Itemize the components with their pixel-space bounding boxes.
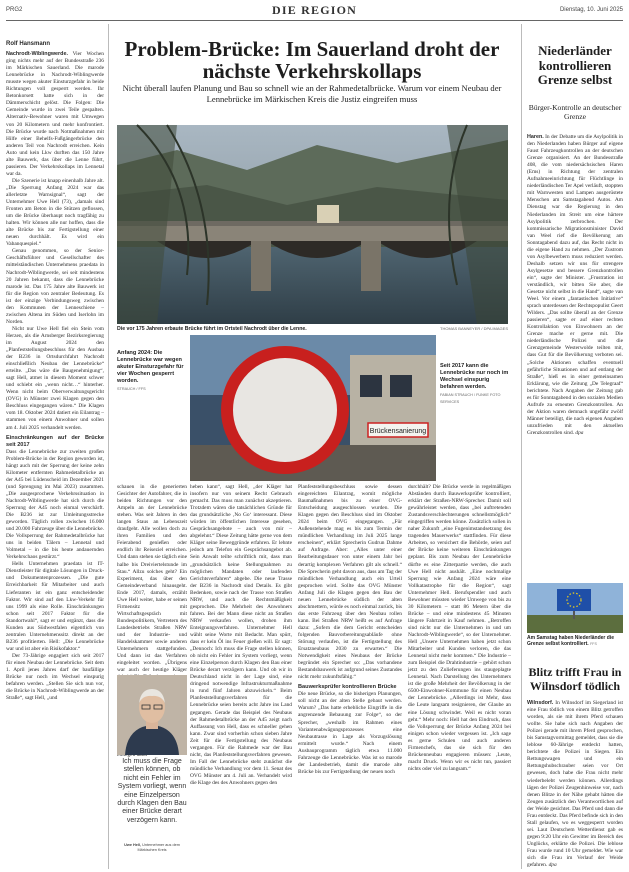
photo-credit: FFS <box>590 642 597 646</box>
caption-text: Die vor 175 Jahren erbaute Brücke führt im Ortsteil Nachrodt über die Lenne. <box>117 326 307 332</box>
portrait-photo <box>117 675 187 755</box>
column-divider <box>108 24 109 869</box>
subheading: Bauwerksprüfer kontrollieren Brücke <box>298 684 397 691</box>
paragraph: Genau genommen, so der Senior-Geschäftsführer und Gesellschafter des mittelständischen Unternehmens praedata in Nachrodt-Wiblingwerde, sei seit mindestens 20 Jahren bekannt, dass die Lennebrücke marode ist. Das 175 Jahre alte Bauwerk ist für die Region von zentraler Bedeutung. Es ist der einzige Verbindungsweg zwischen den Kommunen der Lenneschiene – zwischen Altena im Süden und Iserlohn im Norden. <box>6 248 104 325</box>
article-column-4 <box>298 484 402 871</box>
border-control-photo <box>527 583 623 633</box>
column-divider <box>521 24 522 869</box>
caption-text: Seit 2017 kann die Lennebrücke nur noch im Wechsel einspurig befahren werden. <box>440 363 509 390</box>
headline: Problem-Brücke: Im Sauerland droht der nächste Verkehrskollaps <box>124 37 500 83</box>
sidebar-headline: Niederländer kontrollieren Grenze selbst <box>537 43 613 87</box>
portrait-graphic <box>117 675 187 755</box>
dateline: Wilnsdorf. <box>527 700 554 706</box>
subheadline: Nicht überall laufen Planung und Bau so schnell wie an der Rahmedetalbrücke. Warum vor einem Neubau der Lennebrücke im Märkischen Kreis die Justiz eingreifen muss <box>122 83 502 104</box>
caption-text: Am Samstag haben Niederländer die Grenze selbst kontrolliert. <box>527 635 614 647</box>
paragraph <box>527 700 623 869</box>
paragraph: Dass die Lennebrücke zur zweiten großen Problem-Brücke in der Region geworden ist, hängt auch mit der Sperrung der keine zehn Kilometer entfernten Rahmedetalbrücke an der A45 bei Lüdenscheid im Dezember 2021 (und Sprengung im Mai 2023) zusammen. „Die ausgesprochene Verkehrssituation in Nachrodt-Wiblingwerde hat sich durch die Sperrung der A45 noch einmal verschärft. Die B236 ist zur Umleitungsstrecke geworden. Täglich rollen zwischen 16.000 und 20.000 Fahrzeuge über die Lennebrücke. Die Vollsperrung der Rahmedetalbrücke hat uns in beiden Tälern – Lennetal und Volmetal – in die bis heute andauernden Verkehrschaos gestürzt.“ <box>6 448 104 561</box>
paragraph <box>6 51 104 178</box>
paragraph <box>527 134 623 437</box>
section-title: DIE REGION <box>271 3 357 17</box>
quote-source <box>117 843 187 853</box>
sidebar-headline-2: Blitz trifft Frau in Wilnsdorf tödlich <box>528 665 622 693</box>
side-caption-right <box>440 363 510 406</box>
side-caption-left <box>117 350 187 393</box>
article-column-2 <box>117 484 187 674</box>
article-column-3 <box>190 484 292 871</box>
subheading: Einschränkungen auf der Brücke seit 2017 <box>6 434 104 448</box>
bridge-photo <box>117 125 508 324</box>
agency-credit: dpa <box>575 429 584 436</box>
paragraph: schauen in die generierten Gesichter der Autofahrer, die in beiden Richtungen vor den Ampeln an der Lennebrücke stehen. Was seit Jahren in den langen Staus an Lebenszeit draufgeht. Alle wollen doch zu ihren Familien und den Feierabend genießen oder endlich ihr Reiseziel erreichen. Und dann stehen sie täglich eine halbe bis Dreiviertelstunde im Stau.“ Allzu solches geht? Ein Experiment, das über den Gemeindeverband hinausgeht. Ende 2017, damals, erzählt Uwe Hell weiter, habe er seinen Firmensitz mit Wirtschaftsgespräch mit Bundespolitikern, Vertretern des Landesbetriebs Straßen NRW und der Industrie- und Handelskammer sowie anderen Unternehmern stattgefunden. Und dann ist das Verfahren eingeleitet worden. „Übrigens war auch der heutige Kläger <box>117 484 187 674</box>
paragraph: Der 73-Jährige engagiert sich seit 2017 für einen Neubau der Lennebrücke. Seit dem 1. April jenes Jahres darf der baufällige Brücke nur noch im Wechsel einspurig befahren werden. „Stellen Sie sich nun vor, die Brücke in Nachrodt-Wiblingwerde an der Straße“, sagt Hell, „und <box>6 652 104 702</box>
article-column-5 <box>408 484 511 871</box>
border-photo-graphic <box>527 583 623 633</box>
article-column-1 <box>6 41 104 871</box>
sidebar-article-1 <box>527 134 623 580</box>
pull-quote: Ich muss die Frage stellen können, ob nicht ein Fehler im System vorliegt, wenn eine Einzelperson durch Klagen den Bau einer Brücke derart verzögern kann. <box>117 758 187 824</box>
paragraph: Die Szenerie ist knapp einenhalb Jahre alt. „Die Sperrung Anfang 2024 war das allerletzte Warnsignal“, sagt der Unternehmer Uwe Hell (73), „damals sind Fronten am Beton in die Stützen geflossen, um die Brücke überhaupt noch tragfähig zu halten. Wir können alle nur hoffen, dass die alte Brücke bis zur Fertigstellung einer neuen durchhält. Es wird ein Vabanquespiel.“ <box>6 177 104 248</box>
bridge-photo-graphic <box>117 125 508 324</box>
sidebar-article-2 <box>527 700 623 871</box>
paragraph: Hells Unternehmen praedata ist IT-Dienstleister für digitale Lösungen in Druck- und Dokumentenprozessen. „Die gute Erreichbarkeit für Mitarbeiter und auch Lieferanten ist ein ganz entscheidender Faktor. Wir sind auf den Lkw-Verkehr für uns 1999 als eine Rolle. Einschränkungen schon seit 2017 Faktor für die Standortwahl“, sagt er und ergänzt, dass die Kunden aus Südwestfalen eigentlich von zentralen Unternehmenssitz direkt an der B236 profitierten. Hell: „Die Lennebrücke war und ist aber ein Risikofaktor.“ <box>6 561 104 652</box>
paragraph-text: In Wilnsdorf im Siegerland ist eine Frau tödlich von einem Blitz getroffen worden, als sie mit ihrem Pferd schauen wollte. Sie habe sich nach Angaben der Polizei gerade mit ihrem Pferd gesprochen, bis Samstagvormittag gemeldet, dass sie die leblose 60-Jährige entdeckt hatten, berichtete die Polizei in Siegen. Ein Rettungswagen und ein Rettungshubschrauber seien vor Ort gewesen, doch habe die Frau nicht mehr wiederbelebt werden können. Allerdings lägen der Polizei Zeugenhinweise vor, nach denen Blitze in der Nähe gehabt hätten die Zeugen zusätzlich den Verantwortlichen auf der Weide gesichtet. Das Pferd und dann die Frau entdeckt. Das Pferd befinde sich in den Stall gelaufen, wo es weggesperrt worden sei. Laut Deutschem Wetterdienst gab es gegen 9:20 Uhr ein Gewitter im Bereich des Unglücks, erklärte die Polizei. Die leblose Frau wurde rund 10 Uhr gemeldet. Wie war sich die Frau im Verlauf der Weide gefahren. <box>527 700 623 869</box>
quote-role: Unternehmer aus dem Märkischen Kreis <box>137 843 180 852</box>
quote-name: Uwe Hell, <box>124 843 142 847</box>
paragraph: Die neue Brücke, so die bisherigen Planungen, soll nicht an der alten Stelle gebaut werden. Warum? „Das hatte erhebliche Eingriffe in die angrenzende Bebauung zur Folge“, so der Sprecher, „weshalb im Rahmen eines Variantenabwägungsprozesses eine Neubautrasse in Lage als Vorzugslösung ermittelt wurde.“ Nach einem Ausbauprogramm täglich etwa 11.000 Fahrzeuge die Lennebrücke. Was ist so marode der Landesbetrieb, damit die marode alte Brücke bis zur Fertigstellung der neuen noch <box>298 691 402 775</box>
issue-date: Dienstag, 10. Juni 2025 <box>559 7 623 13</box>
paragraph: Planfeststellungsbeschluss sowie dessen eingereichten Eilantrag, womit mögliche Baumaßnahmen bis zu einer OVG-Entscheidung ausgeschlossen wurden. Die Klagen gegen den Beschluss sind im Oktober 2024 beim OVG eingegangen. „Für Außenstehende mag es bis zum Termin der mündlichen Verhandlung im Juli 2025 lange erscheinen“, erklärt Sprecherin Gudrun Dahme auf Anfrage. Aber: „Alles unter einer Bearbeitungsdauer von unter einem Jahr bei derartig komplexen Verfahren gilt als schnell.“ Die Sprecherin geht davon aus, dass am Tag der mündlichen Verhandlung auch ein Urteil gesprochen wird. Sollte das OVG Münster Anfang Juli die Klagen gegen den Bau der neuen Lennebrücke südlich der alten abschmettern, würde es noch einmal zurück, bis das erste Fahrzeug über den Neubau rollen kann. Bei Straßen NRW heißt es auf Anfrage dazu: „Sofern die dem Gericht entscheiden folgenden Bauvorbereitungsabläufe ohne Störung verlaufen, ist die Fertigstellung des Ersatzneubaus 2030 zu erwarten.“ Die Notwendigkeit eines Neubaus der Brücke begründet ein Sprecher so: „Das vorhandene Bestandsbauwerk ist aufgrund seines Zustandes nicht mehr zukunftsfähig.“ <box>298 484 402 681</box>
page-code: PRG2 <box>6 7 23 13</box>
sidebar-subheadline: Bürger-Kontrolle an deutscher Grenze <box>528 103 622 121</box>
photo-caption <box>117 326 508 332</box>
byline: Rolf Hansmann <box>6 41 51 47</box>
photo-credit: FABIAN STRAUCH / FUNKE FOTO SERVICES <box>440 393 501 404</box>
sign-photo-graphic <box>190 335 436 481</box>
caption-text: Anfang 2024: Die Lennebrücke war wegen akuter Einsturzgefahr für vier Wochen gesperrt worden. <box>117 350 184 384</box>
paragraph: Nicht nur Uwe Hell fiel ein Stein vom Herzen, als die Arnsberger Bezirksregierung im August 2024 den „Planfeststellungsbeschluss für den Ausbau der B236 in Ortsdurchfahrt Nachrodt einschließlich Neubau der Lennebrücke“ erteilte. „Das wäre die Baugenehmigung“, sagt Hell, atmet in diesem Moment schwer und schiebt ein „wenn nicht…“ hinterher. Wenn nicht beim Oberverwaltungsgericht (OVG) in Münster zwei Klagen gegen den Beschluss eingegangen wären.“ Die Klagen vom 18. Oktober 2024 datiert ein Eilantrag – stammen von einem Anwohner und sollen am 4. Juli 2025 verhandelt werden. <box>6 325 104 431</box>
dateline: Haren. <box>527 134 544 140</box>
page-header <box>6 4 623 18</box>
paragraph: heben kann“, sagt Hell, „der Kläger hat insofern nur von seinem Recht Gebrauch gemacht. Das muss man zunächst akzeptieren. Trotzdem wären die tatsächlichen Gründe für das grundsätzliche ‚No Go‘ interessant. Diese würden im öffentlichen Interesse gesehen, Gesprächsangebote – auch von mir – abgelehnt.“ Diese Zeitung hätte gerne von dem Kläger seine Beweggründe erfahren. Er lehnte jedoch am Telefon ein Gesprächsangebot ab. Sein Anwalt teilte schriftlich mit, dass man „grundsätzlich keine Stellungnahmen zu möglichen Mandaten oder laufenden Gerichtsverfahren“ abgebe. Die neue Trasse der B236 in Nachrodt sind Details. Es gibt Bedenken, sowie nach der Trasse von Straßen NRW, und auch die Rechtsmäßigkeit gesprochen. Die Mehrheit des Anwohners fahren. Bei der Mann diese nicht an Straßen NRW verkaufen wollen, drohen ihm Enteignungsverfahren. Unternehmer Hell wählt seine Worte mit Bedacht. Man spürt, dass er kein Öl ins Feuer gießen will. Er sagt: „Dennoch: Ich muss die Frage stellen können, ob nicht ein Fehler im System vorliegt, wenn eine Einzelperson durch Klagen den Bau einer Brücke derart verzögern kann. Und ob wir in Deutschland nicht in der Lage sind, eine dringend notwendige Infrastrukturmaßnahme in rund fünf Jahren abzuwickeln.“ Beim Planfeststellungsverfahren für die Lennebrücke seien bereits acht Jahre ins Land gegangen. Gerade das Beispiel des Neubaus der Rahmedetalbrücke an der A45 zeigt nach Auffassung von Hell, dass es schneller gehen kann. Zwar sind vorherhin schon sieben Jahre Zeit für die Fertigstellung des Neubaus vergangen. Für die Rahmede war der Bau nicht, das Planfeststellungsverfahren gewesen. Im Fall der Lennebrücke steht zunächst die mündliche Verhandlung vor dem 11. Senat des OVG Münster am 4. Juli an. Verhandelt wird die Klage des des Anwohners gegen den <box>190 484 292 786</box>
sidebar-photo-caption <box>527 635 623 647</box>
sign-text: Brückensanierung <box>369 428 427 435</box>
paragraph-text: Vier Wochen ging nichts mehr auf der Bundesstraße 236 im Märkischen Sauerland. Die marode Lennebrücke in Nachrodt-Wiblingwerde musste wegen akuter Einsturzgefahr in beide Richtungen voll gesperrt werden. Ihr Betonkorsett hatte sich in der Dämmerschicht gelöst. Die Folgen: Die Gemeinde wurde in zwei Teile gespalten. Alternativ-Bewohner waren mit Umwegen von 20 Kilometern und mehr konfrontiert. Die Brücke wurde nach Notmaßnahmen mit Hilfe einer Behelfs-Fußgängerbrücke den anderen Teil von Nachrodt erreichen. Kein Auto und kein Lkw durften das 150 Jahre alte Bauwerk, das über die Lenne führt, passieren. Der Verkehrskollaps im Lennetal war da. <box>6 51 104 177</box>
dateline: Nachrodt-Wiblingwerde. <box>6 51 68 58</box>
paragraph-text: In der Debatte um die Asylpolitik in den Niederlanden haben Bürger auf eigene Faust Fahrzeugkontrollen an der deutschen Grenze organisiert. An der Bundesstraße 408, die vom niedersächsischen Haren (Ems) in Richtung der zentralen Aufnahmeeinrichtung für Flüchtlinge in niederländischen Ter Apel verläuft, stoppten mit Warnwesten und Lampen ausgerüstete Menschen am Samstagabend Autos. Am Dienstag war die Regierung in den Niederlanden im Streit um eine härtere Asylpolitik zerbrochen. Der kommissarische Migrationsminister David van Weel rief die Bevölkerung am Sonntagabend dazu auf, das Recht nicht in die eigene Hand zu nehmen. „Der Zustrom von Asylbewerbern muss reduziert werden. Deshalb setzen wir uns für strengere Asylgesetze und bessere Grenzkontrollen ein“, sagte der Minister. „Frustration ist verständlich, wir bitten Sie aber, die Gesetze nicht selbst in die Hand“, sagte van Weel. Vor einem „fantastischen Initiative“ sprach unterdessen der Rechtspopulist Geert Wilders. „Das sollte überall an der Grenze passieren“, sagte er auf einer rechten Kontrollaktion von Einwohnern an der Grenze mache er gerne mit. Die niederländische Polizei und die Grenzgemeinde Westerwolde teilten mit, dass Gut für die Bevölkerung verboten sei. „Solche Aktionen schaffen eventuell gefährliche Situationen und auf entlang der Straße“, hieß es in einer gemeinsamen Erklärung, wie die Zeitung „De Telegraaf“ berichtete. Nach Angaben der Zeitung gab es für Sonntagabend in den sozialen Medien Aufrufe zu erneuten Grenzkontrollen. An der Aktion waren demnach ungefähr zwölf Männer beteiligt, die nach eigenen Angaben unzufrieden mit den aktuellen Grenzkontrollen sind. <box>527 134 623 436</box>
photo-credit: STRAUCH / FFS <box>117 387 146 391</box>
header-rule <box>6 20 623 21</box>
agency-credit: dpa <box>548 862 557 869</box>
sign-photo <box>190 335 436 481</box>
paragraph: durchhält? Die Brücke werde in regelmäßigen Abständen durch Bauwerksprüfer kontrolliert, erklärt der Straßen-NRW-Sprecher. Damit soll gewährleistet werden, dass „bei auftretenden Zustandsverschlechterungen schnellstmöglich“ eingegriffen werden könne. Zusätzlich sollen in naher Zukunft „eine Fugenimstandsetzung des tragenden Mauerwerks“ stattfinden. Für diese Arbeiten, so versichert die Behörde, seien auf der Brücke keine weiteren Einschränkungen geplant. Bis zum Neubau der Lennebrücke dürfte es eine Zitterpartie werden, die auch Uwe Hell nicht aushält. „Eine nochmalige Sperrung wie Anfang 2024 wäre eine Vollkatastrophe für die Region“, sagt Unternehmer Hell. Berufspendler und auch Bewohner müssten wieder Umwege von bis zu 30 Kilometern – statt 86 Metern über die Brücke – und eine mindestens 45 Minuten längere Fahrtzeit in Kauf nehmen. „Betroffen sind nicht nur die Unternehmen in und um Nachrodt-Wiblingwerde“, so der Unternehmer. Hell „Unsere Unternehmen haben jetzt schon Mitarbeiter und Kunden verloren, die das Lennetal nicht mehr kommen.“ Die Industrie –zum Beispiel die Drahtindustrie – gehört schon jetzt zu den Zulieferungen ins staugeplagte Lennetal. Nach Darstellung des Unternehmers ist die große Mehrheit der Bevölkerung in der 6500-Einwohner-Kommune für einen Neubau der Lennebrücke. „Allerdings ist Mehr, dass die Leute langsam resignieren, der Glaube an eine Lösung schwindet. Weil es nicht voran geht.“ Mehr noch: Hell hat den Eindruck, dass die Vollsperrung der Brücke Anfang 2024 bei einigen schon wieder vergessen ist. „Ich sage es gerne Schulen und auch anderen Firmenchefs, das sie sich für den Brückenneubau engagieren müssen: ‚Leute, macht Druck. Wenn wir es nicht tun, passiert nichts oder viel zu langsam.“ <box>408 484 511 772</box>
photo-credit: THOMAS BANNEYER / DPA IMAGES <box>440 326 508 331</box>
